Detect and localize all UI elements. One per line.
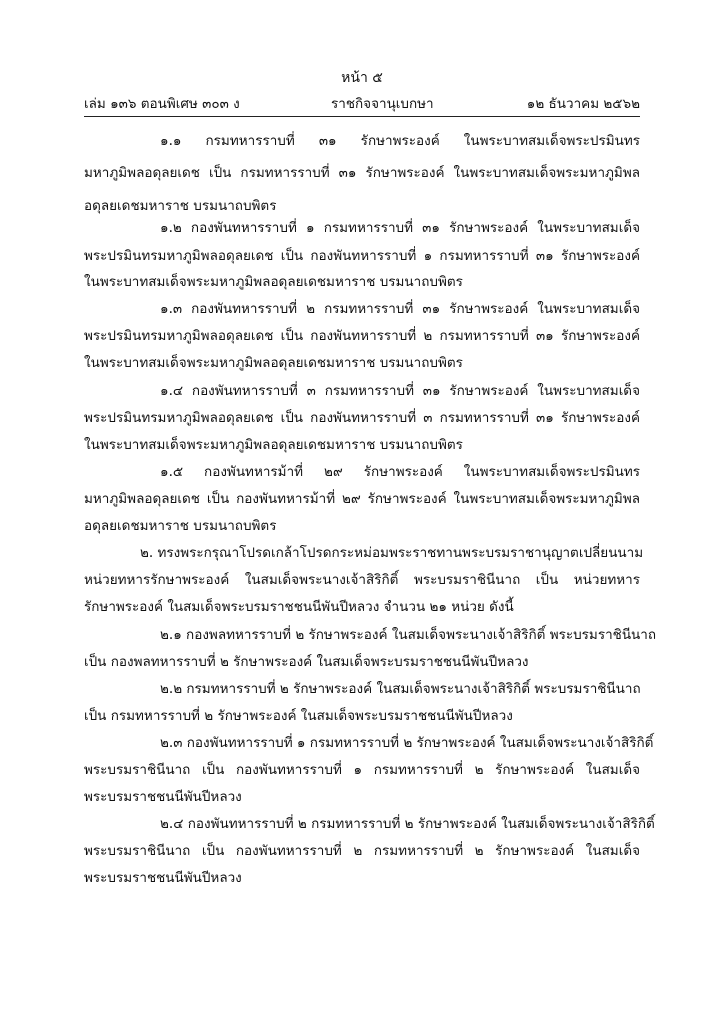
text-line: พระปรมินทรมหาภูมิพลอดุลยเดช เป็น กองพันทหารราบที่ ๓ กรมทหารราบที่ ๓๑ รักษาพระองค์	[84, 410, 640, 426]
text-line: พระบรมราชินีนาถ เป็น กองพันทหารราบที่ ๑ กรมทหารราบที่ ๒ รักษาพระองค์ ในสมเด็จ	[84, 762, 640, 778]
text-line: ในพระบาทสมเด็จพระมหาภูมิพลอดุลยเดชมหาราช บรมนาถบพิตร	[84, 355, 463, 371]
page-number: หน้า ๕	[341, 70, 383, 86]
text-line: ๑.๒ กองพันทหารราบที่ ๑ กรมทหารราบที่ ๓๑ รักษาพระองค์ ในพระบาทสมเด็จ	[160, 220, 640, 236]
header-rule	[84, 116, 640, 117]
text-line: ๑.๑ กรมทหารราบที่ ๓๑ รักษาพระองค์ ในพระบาทสมเด็จพระปรมินทร	[160, 133, 640, 149]
text-line: เป็น กองพลทหารราบที่ ๒ รักษาพระองค์ ในสมเด็จพระบรมราชชนนีพันปีหลวง	[84, 654, 529, 670]
text-line: หน่วยทหารรักษาพระองค์ ในสมเด็จพระนางเจ้าสิริกิติ์ พระบรมราชินีนาถ เป็น หน่วยทหาร	[84, 572, 640, 588]
text-line: ๒. ทรงพระกรุณาโปรดเกล้าโปรดกระหม่อมพระราชทานพระบรมราชานุญาตเปลี่ยนนาม	[140, 545, 644, 561]
text-line: ในพระบาทสมเด็จพระมหาภูมิพลอดุลยเดชมหาราช บรมนาถบพิตร	[84, 437, 463, 453]
text-line: ๑.๓ กองพันทหารราบที่ ๒ กรมทหารราบที่ ๓๑ รักษาพระองค์ ในพระบาทสมเด็จ	[160, 301, 640, 317]
text-line: พระบรมราชชนนีพันปีหลวง	[84, 789, 242, 805]
text-line: พระบรมราชินีนาถ เป็น กองพันทหารราบที่ ๒ กรมทหารราบที่ ๒ รักษาพระองค์ ในสมเด็จ	[84, 843, 640, 859]
text-line: เป็น กรมทหารราบที่ ๒ รักษาพระองค์ ในสมเด็จพระบรมราชชนนีพันปีหลวง	[84, 708, 513, 724]
text-line: อดุลยเดชมหาราช บรมนาถบพิตร	[84, 198, 277, 214]
text-line: อดุลยเดชมหาราช บรมนาถบพิตร	[84, 518, 277, 534]
text-line: ๑.๕ กองพันทหารม้าที่ ๒๙ รักษาพระองค์ ในพระบาทสมเด็จพระปรมินทร	[160, 464, 640, 480]
header-date: ๑๒ ธันวาคม ๒๕๖๒	[526, 96, 640, 112]
text-line: ๒.๓ กองพันทหารราบที่ ๑ กรมทหารราบที่ ๒ รักษาพระองค์ ในสมเด็จพระนางเจ้าสิริกิติ์	[160, 735, 654, 751]
text-line: มหาภูมิพลอดุลยเดช เป็น กองพันทหารม้าที่ ๒๙ รักษาพระองค์ ในพระบาทสมเด็จพระมหาภูมิพล	[84, 491, 640, 507]
text-line: รักษาพระองค์ ในสมเด็จพระบรมราชชนนีพันปีหลวง จำนวน ๒๑ หน่วย ดังนี้	[84, 599, 514, 615]
text-line: พระบรมราชชนนีพันปีหลวง	[84, 870, 242, 886]
text-line: ในพระบาทสมเด็จพระมหาภูมิพลอดุลยเดชมหาราช บรมนาถบพิตร	[84, 274, 463, 290]
text-line: พระปรมินทรมหาภูมิพลอดุลยเดช เป็น กองพันทหารราบที่ ๑ กรมทหารราบที่ ๓๑ รักษาพระองค์	[84, 248, 640, 264]
text-line: มหาภูมิพลอดุลยเดช เป็น กรมทหารราบที่ ๓๑ รักษาพระองค์ ในพระบาทสมเด็จพระมหาภูมิพล	[84, 165, 640, 181]
header-volume: เล่ม ๑๓๖ ตอนพิเศษ ๓๐๓ ง	[84, 96, 240, 112]
text-line: ๒.๑ กองพลทหารราบที่ ๒ รักษาพระองค์ ในสมเด็จพระนางเจ้าสิริกิติ์ พระบรมราชินีนาถ	[160, 627, 657, 643]
text-line: ๒.๔ กองพันทหารราบที่ ๒ กรมทหารราบที่ ๒ รักษาพระองค์ ในสมเด็จพระนางเจ้าสิริกิติ์	[160, 816, 655, 832]
header-gazette-title: ราชกิจจานุเบกษา	[331, 96, 434, 112]
text-line: ๒.๒ กรมทหารราบที่ ๒ รักษาพระองค์ ในสมเด็จพระนางเจ้าสิริกิติ์ พระบรมราชินีนาถ	[160, 681, 641, 697]
gazette-header	[84, 92, 640, 114]
text-line: ๑.๔ กองพันทหารราบที่ ๓ กรมทหารราบที่ ๓๑ รักษาพระองค์ ในพระบาทสมเด็จ	[160, 383, 640, 399]
text-line: พระปรมินทรมหาภูมิพลอดุลยเดช เป็น กองพันทหารราบที่ ๒ กรมทหารราบที่ ๓๑ รักษาพระองค์	[84, 328, 640, 344]
